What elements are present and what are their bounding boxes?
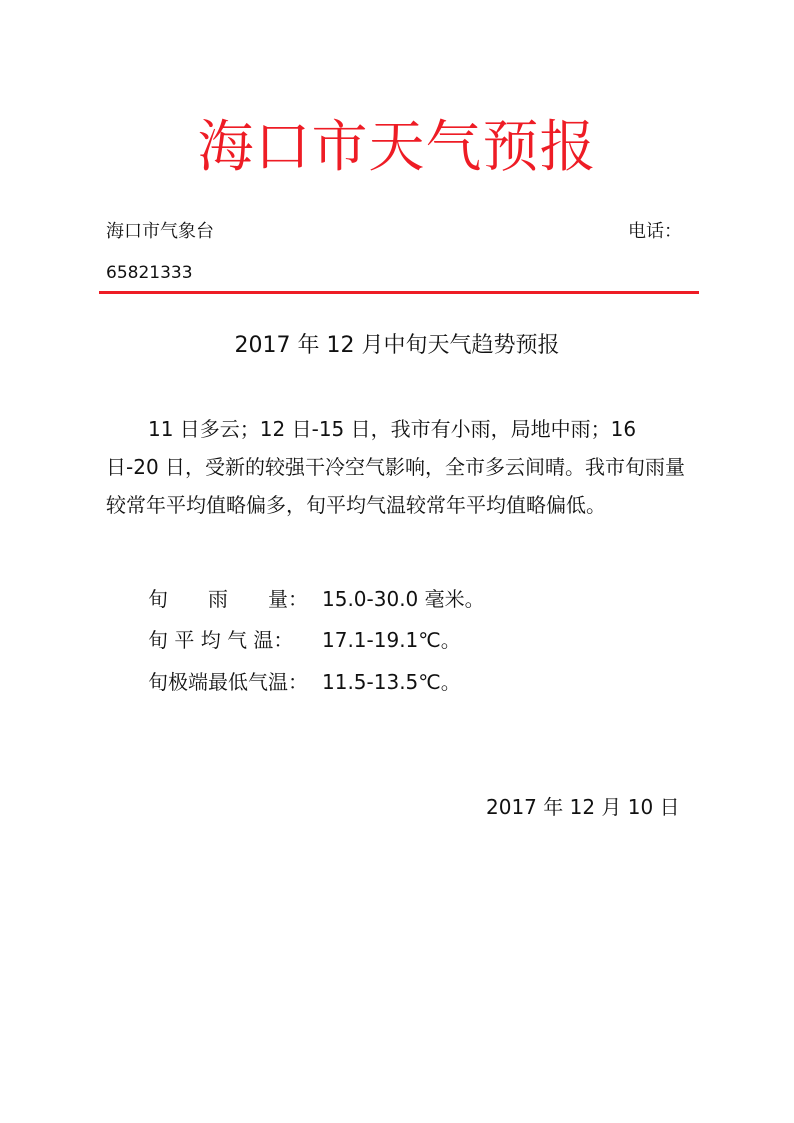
average-temperature-row: [148, 625, 461, 655]
phone-label: 电话：: [628, 221, 682, 242]
issue-date: 2017 年 12 月 10 日: [486, 795, 680, 819]
average-temperature-value: 17.1-19.1℃。: [322, 628, 461, 652]
minimum-temperature-row: [148, 667, 461, 697]
rainfall-row: [148, 584, 485, 614]
average-temperature-label: 旬 平 均 气 温：: [148, 628, 294, 652]
issuer-name: 海口市气象台: [106, 221, 214, 242]
minimum-temperature-label: 旬极端最低气温：: [148, 670, 308, 694]
document-title: 2017 年 12 月中旬天气趋势预报: [234, 333, 560, 358]
phone-number: 65821333: [106, 263, 193, 283]
rainfall-label: 旬 雨 量：: [148, 587, 308, 611]
rainfall-value: 15.0-30.0 毫米。: [322, 587, 485, 611]
header-divider: [99, 291, 699, 294]
forecast-paragraph: 11 日多云；12 日-15 日，我市有小雨，局地中雨；16 日-20 日，受新的较强干冷空气影响，全市多云间晴。我市旬雨量较常年平均值略偏多，旬平均气温较常年平均值略偏低。: [106, 417, 686, 517]
minimum-temperature-value: 11.5-13.5℃。: [322, 670, 461, 694]
masthead-title: 海口市天气预报: [197, 115, 597, 180]
